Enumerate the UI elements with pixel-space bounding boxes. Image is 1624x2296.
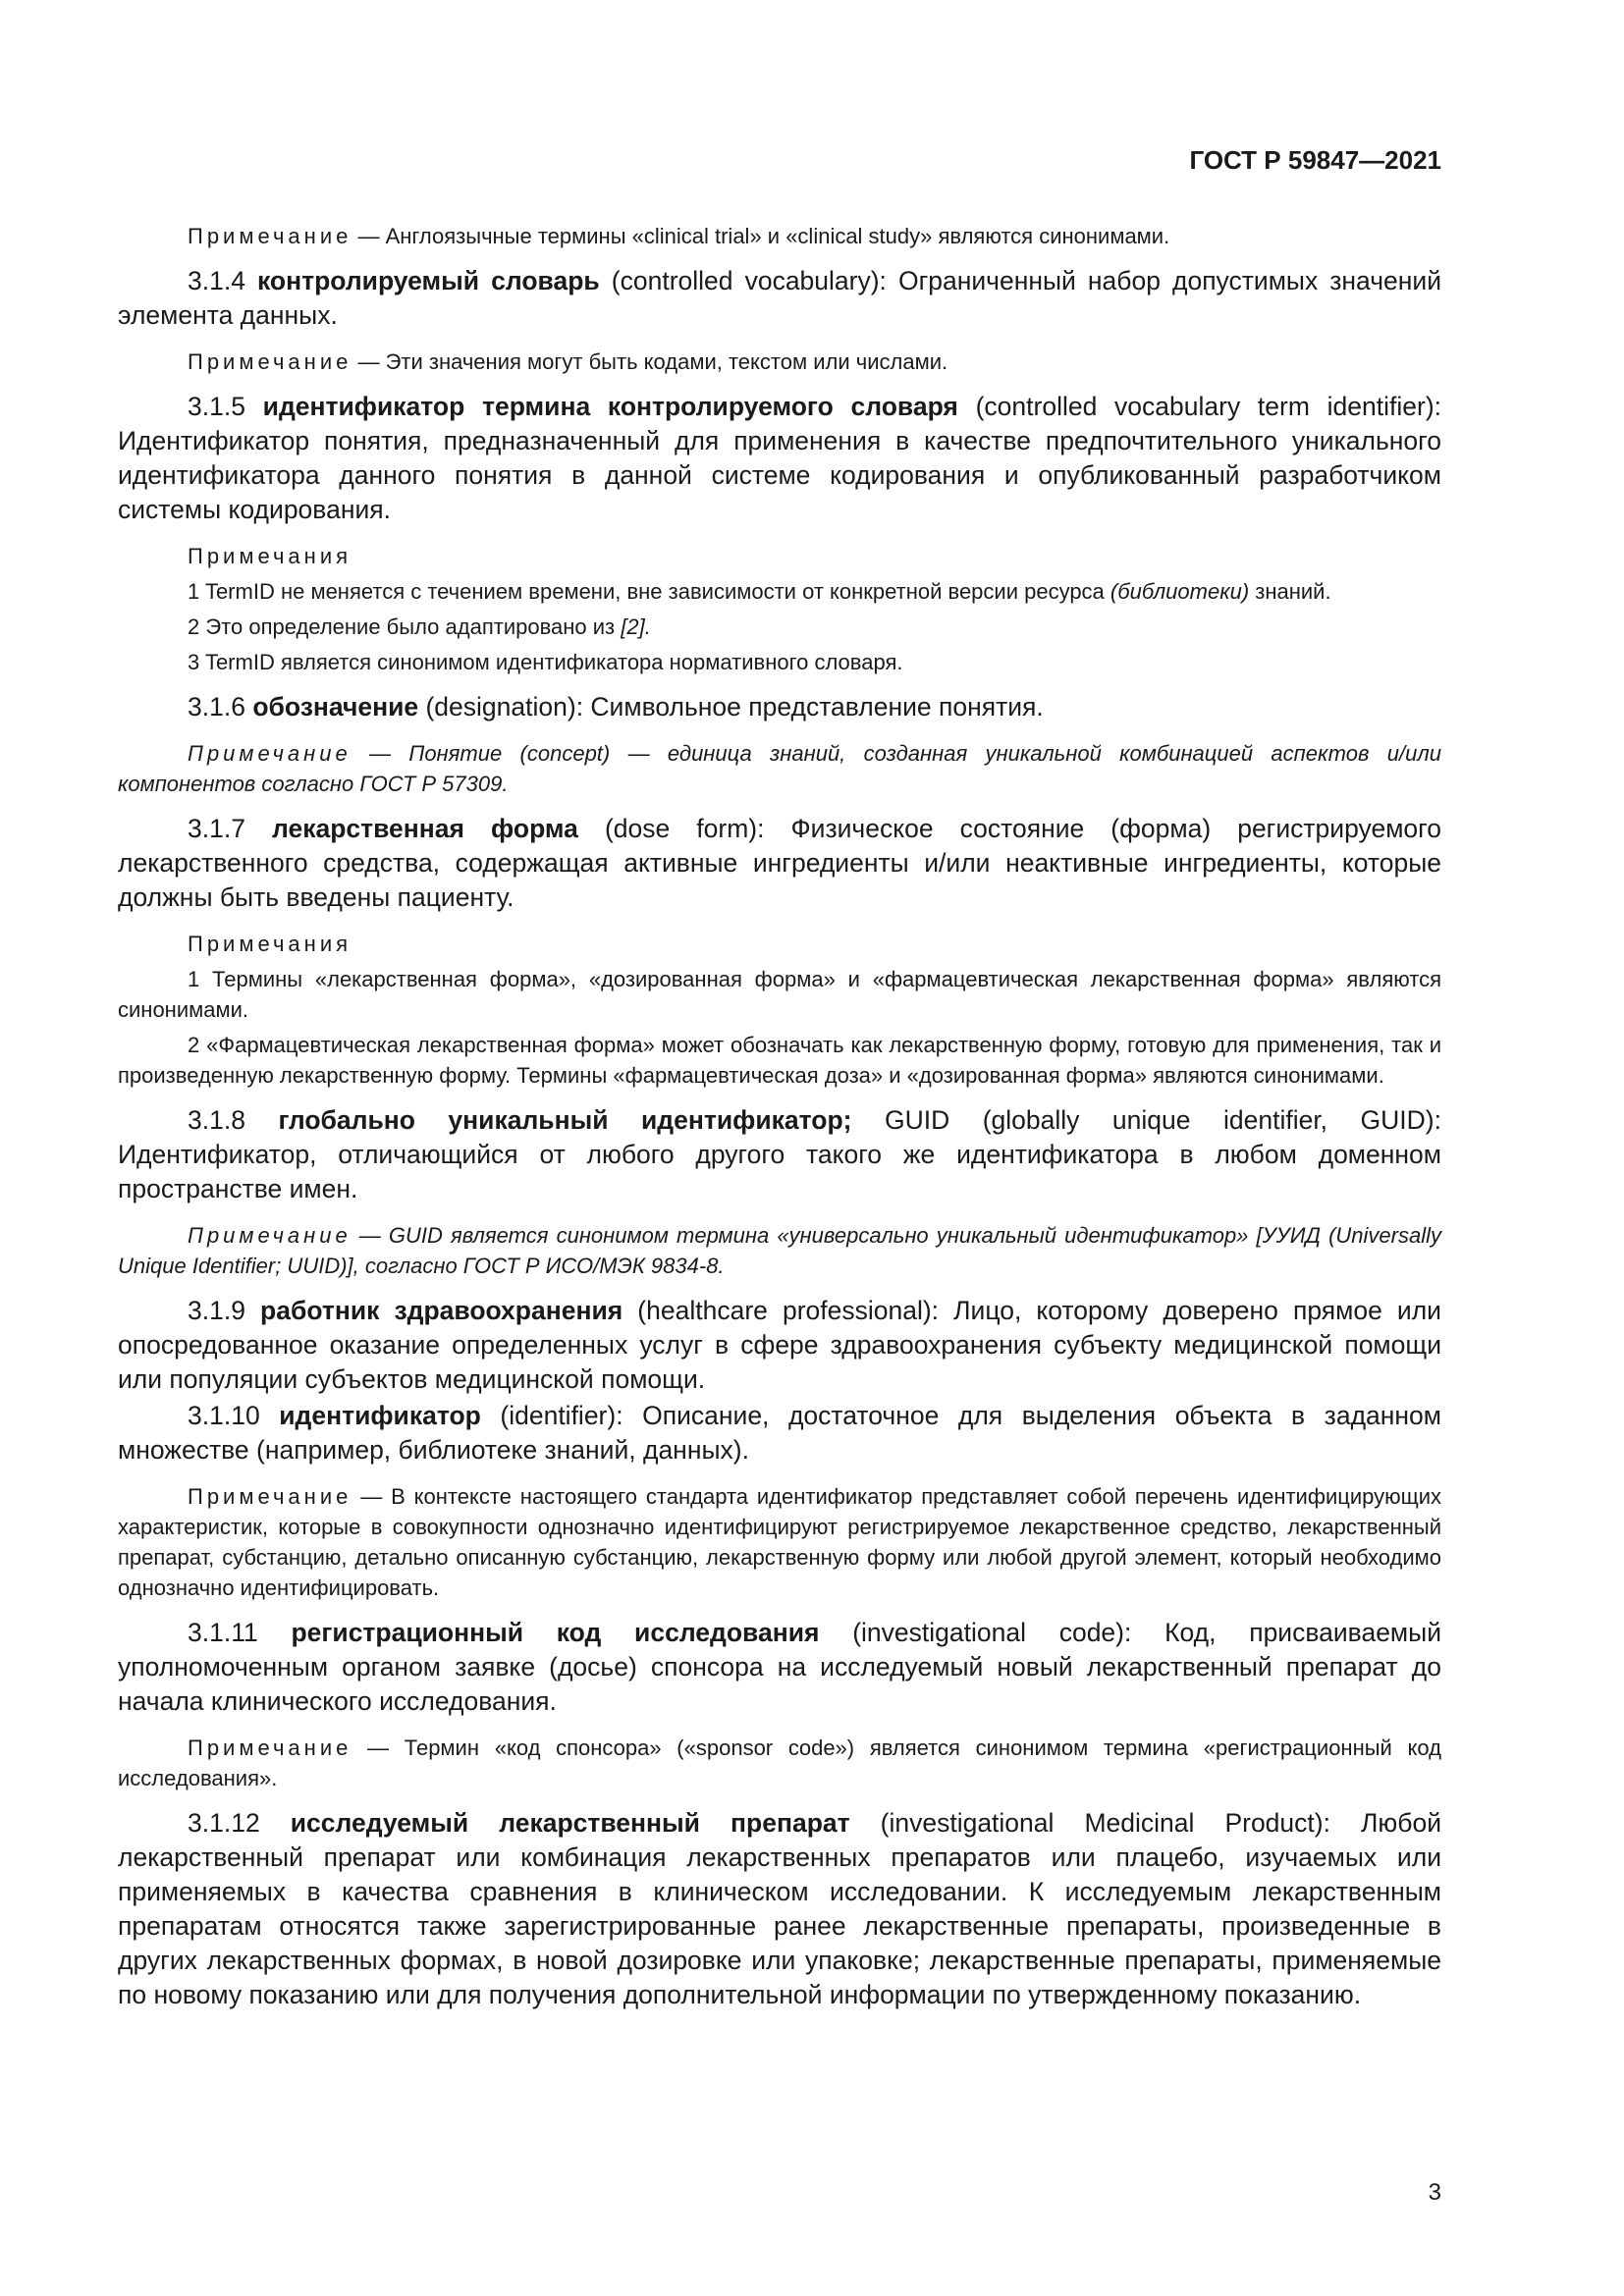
term-text: GUID (globally unique identifier, GUID): Идентификатор, отличающийся от любого другого такого же идентификатора в любом доменном пространстве имен. — [118, 1105, 1441, 1203]
note-text: — GUID является синонимом термина «универсально уникальный идентификатор» [УУИД (Universally Unique Identifier; UUID)], согласно ГОСТ Р ИСО/МЭК 9834-8. — [118, 1223, 1441, 1278]
term-definition — [118, 690, 1441, 724]
note-label: Примечание — [188, 349, 352, 374]
notes-header-label: Примечания — [188, 544, 352, 568]
page-number: 3 — [1428, 2179, 1441, 2206]
term-number: 3.1.10 — [188, 1401, 280, 1430]
term-definition — [118, 264, 1441, 333]
numbered-note — [118, 647, 1441, 677]
document-body — [118, 221, 1441, 2026]
term-text: (investigational Medicinal Product): Любой лекарственный препарат или комбинация лекарственных препаратов или плацебо, изучаемых или применяемых в качества сравнения в клиническом исследовании. К исследуемым лекарственным препаратам относятся также зарегистрированные ранее лекарственные препараты, произведенные в других лекарственных формах, в новой дозировке или упаковке; лекарственные препараты, применяемые по новому показанию или для получения дополнительной информации по утвержденному показанию. — [118, 1808, 1441, 2009]
note — [118, 1733, 1441, 1793]
term-text: (controlled vocabulary): Ограниченный набор допустимых значений элемента данных. — [118, 266, 1441, 330]
term-text: (dose form): Физическое состояние (форма) регистрируемого лекарственного средства, содержащая активные ингредиенты и/или неактивные ингредиенты, которые должны быть введены пациенту. — [118, 814, 1441, 912]
term-text: (investigational code): Код, присваиваемый уполномоченным органом заявке (досье) спонсора на исследуемый новый лекарственный препарат до начала клинического исследования. — [118, 1618, 1442, 1716]
term-name: регистрационный код исследования — [291, 1618, 820, 1647]
note-label: Примечание — [188, 1223, 352, 1248]
note — [118, 738, 1441, 799]
note-text: — Англоязычные термины «clinical trial» и «clinical study» являются синонимами. — [352, 224, 1170, 248]
term-definition — [118, 1103, 1441, 1206]
note-label: Примечание — [188, 224, 352, 248]
term-definition — [118, 390, 1441, 527]
note-italic-text: (библиотеки) — [1110, 579, 1250, 604]
note — [118, 347, 1441, 377]
note-text: 2 Это определение было адаптировано из — [188, 614, 622, 639]
term-definition — [118, 1616, 1441, 1719]
term-definition — [118, 1294, 1441, 1397]
term-number: 3.1.7 — [188, 814, 272, 843]
note-text: — Эти значения могут быть кодами, текстом или числами. — [352, 349, 948, 374]
term-number: 3.1.12 — [188, 1808, 291, 1838]
term-name: глобально уникальный идентификатор; — [278, 1105, 852, 1135]
note — [118, 221, 1441, 251]
term-number: 3.1.11 — [188, 1618, 292, 1647]
term-name: обозначение — [252, 692, 419, 721]
term-name: исследуемый лекарственный препарат — [290, 1808, 850, 1838]
numbered-note — [118, 612, 1441, 642]
note-text: — Термин «код спонсора» («sponsor code») является синонимом термина «регистрационный код исследования». — [118, 1735, 1441, 1790]
notes-header-label: Примечания — [188, 932, 352, 956]
term-number: 3.1.9 — [188, 1296, 261, 1325]
numbered-note — [118, 576, 1441, 607]
note-label: Примечание — [188, 1735, 352, 1760]
term-text: (identifier): Описание, достаточное для выделения объекта в заданном множестве (например, библиотеке знаний, данных). — [118, 1401, 1441, 1465]
notes-header — [118, 929, 1441, 959]
term-text: (controlled vocabulary term identifier): Идентификатор понятия, предназначенный для применения в качестве предпочтительного уникального идентификатора данного понятия в данной системе кодирования и опубликованный разработчиком системы кодирования. — [118, 392, 1442, 524]
term-number: 3.1.6 — [188, 692, 253, 721]
note — [118, 1481, 1441, 1603]
term-definition — [118, 1806, 1441, 2012]
term-text: (healthcare professional): Лицо, которому доверено прямое или опосредованное оказание определенных услуг в сфере здравоохранения субъекту медицинской помощи или популяции субъектов медицинской помощи. — [118, 1296, 1441, 1394]
note-text: 1 Термины «лекарственная форма», «дозированная форма» и «фармацевтическая лекарственная форма» являются синонимами. — [118, 967, 1441, 1022]
term-number: 3.1.8 — [188, 1105, 279, 1135]
note-text: — Понятие (concept) — единица знаний, созданная уникальной комбинацией аспектов и/или компонентов согласно ГОСТ Р 57309. — [118, 741, 1441, 796]
note-label: Примечание — [188, 1484, 352, 1509]
term-name: лекарственная форма — [271, 814, 578, 843]
notes-header — [118, 541, 1441, 571]
note-tail: знаний. — [1249, 579, 1331, 604]
term-definition — [118, 1399, 1441, 1468]
term-name: контролируемый словарь — [257, 266, 600, 295]
note — [118, 1220, 1441, 1281]
note-italic-text: [2]. — [621, 614, 651, 639]
term-name: идентификатор термина контролируемого словаря — [262, 392, 958, 421]
note-text: — В контексте настоящего стандарта идентификатор представляет собой перечень идентифицирующих характеристик, которые в совокупности однозначно идентифицируют регистрируемое лекарственное средство, лекарственный препарат, субстанцию, детально описанную субстанцию, лекарственную форму или любой другой элемент, который необходимо однозначно идентифицировать. — [118, 1484, 1441, 1600]
term-number: 3.1.5 — [188, 392, 263, 421]
note-text: 1 TermID не меняется с течением времени, вне зависимости от конкретной версии ресурса — [188, 579, 1110, 604]
term-number: 3.1.4 — [188, 266, 258, 295]
term-definition — [118, 812, 1441, 915]
term-text: (designation): Символьное представление понятия. — [418, 692, 1044, 721]
note-text: 3 TermID является синонимом идентификатора нормативного словаря. — [188, 650, 903, 674]
note-label: Примечание — [188, 741, 352, 766]
numbered-note — [118, 1030, 1441, 1091]
numbered-note — [118, 964, 1441, 1025]
note-text: 2 «Фармацевтическая лекарственная форма» может обозначать как лекарственную форму, готовую для применения, так и произведенную лекарственную форму. Термины «фармацевтическая доза» и «дозированная форма» являются синонимами. — [118, 1033, 1441, 1088]
document-header: ГОСТ Р 59847—2021 — [1189, 145, 1441, 175]
term-name: работник здравоохранения — [260, 1296, 623, 1325]
term-name: идентификатор — [279, 1401, 481, 1430]
